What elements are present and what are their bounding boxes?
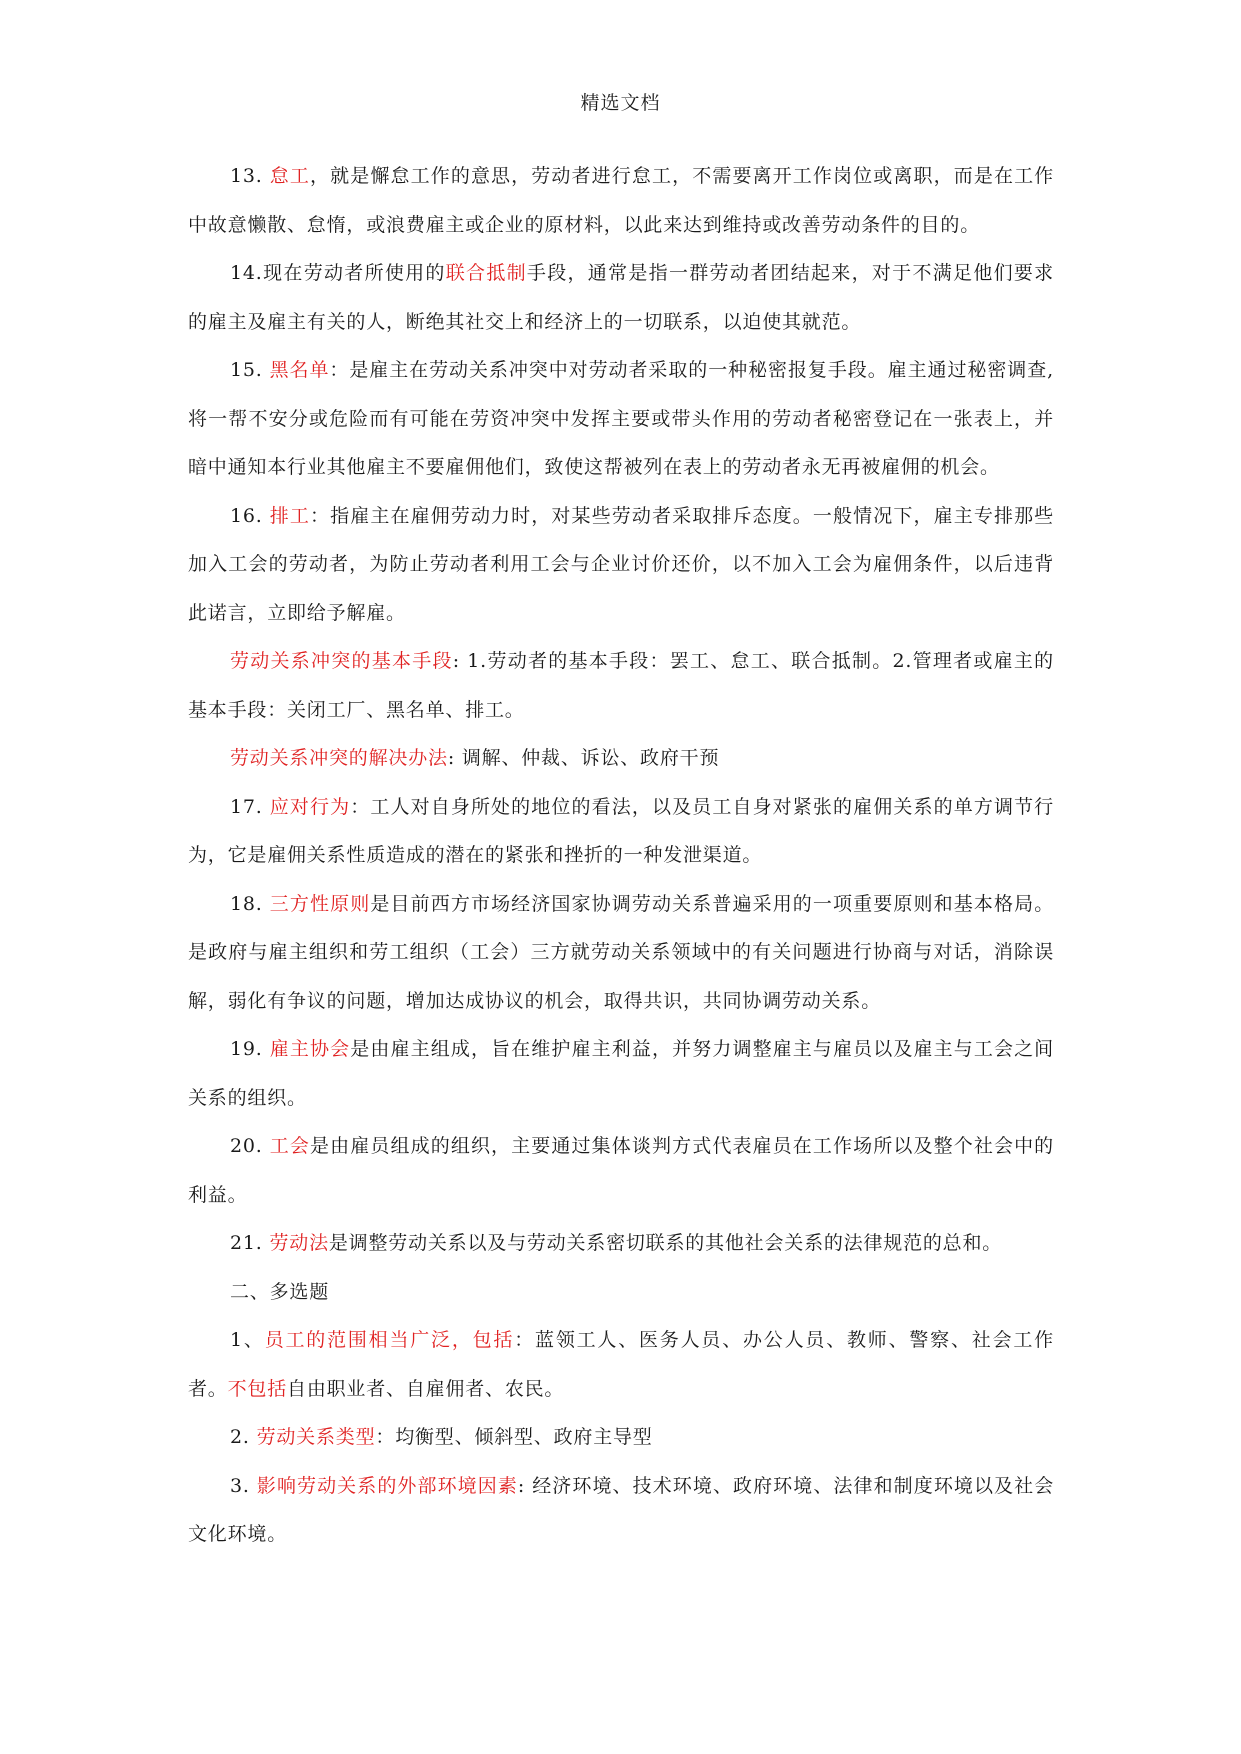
paragraph-prefix: 21.: [230, 1232, 270, 1254]
paragraph-13: [188, 152, 1054, 249]
paragraph-14: [188, 249, 1054, 346]
paragraph-18: [188, 880, 1054, 1026]
section-heading-multiple-choice: [188, 1268, 1054, 1317]
paragraph-text: ：蓝领工人、医务人员、办公人员、教师、警察、社会工作者。: [188, 1329, 1054, 1400]
paragraph-mc-2: [188, 1413, 1054, 1462]
term-highlight: 工会: [269, 1135, 311, 1157]
paragraph-15: [188, 346, 1054, 492]
paragraph-prefix: 20.: [230, 1135, 270, 1157]
term-highlight: 怠工: [269, 165, 311, 187]
term-highlight: 劳动关系冲突的解决办法: [230, 747, 448, 769]
term-highlight: 影响劳动关系的外部环境因素: [256, 1474, 518, 1497]
term-highlight: 排工: [269, 504, 311, 527]
paragraph-text: ：均衡型、倾斜型、政府主导型: [375, 1426, 653, 1448]
term-highlight: 劳动法: [269, 1232, 329, 1254]
term-highlight: 黑名单: [269, 359, 330, 381]
term-highlight: 劳动关系冲突的基本手段: [230, 650, 453, 672]
paragraph-prefix: 2.: [230, 1426, 257, 1448]
paragraph-text: ：指雇主在雇佣劳动力时，对某些劳动者采取排斥态度。一般情况下，雇主专排那些加入工会的劳动者，为防止劳动者利用工会与企业讨价还价，以不加入工会为雇佣条件，以后违背此诺言，立即给予解雇。: [188, 504, 1054, 624]
paragraph-prefix: 17.: [230, 795, 270, 818]
term-highlight-exclusion: 不包括: [227, 1377, 288, 1400]
term-highlight: 联合抵制: [445, 262, 527, 284]
document-body: [188, 152, 1054, 1559]
paragraph-prefix: 15.: [230, 359, 270, 381]
section-heading-text: 二、多选题: [230, 1280, 330, 1303]
paragraph-prefix: 19.: [230, 1038, 270, 1060]
term-highlight: 应对行为: [269, 795, 351, 818]
paragraph-text: ：是雇主在劳动关系冲突中对劳动者采取的一种秘密报复手段。雇主通过秘密调查,将一帮不安分或危险而有可能在劳资冲突中发挥主要或带头作用的劳动者秘密登记在一张表上，并暗中通知本行业其他雇主不要雇佣他们，致使这帮被列在表上的劳动者永无再被雇佣的机会。: [188, 359, 1054, 478]
paragraph-prefix: 1、: [230, 1329, 265, 1351]
paragraph-conflict-means: [188, 637, 1054, 734]
paragraph-20: [188, 1122, 1054, 1219]
paragraph-text: ：工人对自身所处的地位的看法，以及员工自身对紧张的雇佣关系的单方调节行为，它是雇佣关系性质造成的潜在的紧张和挫折的一种发泄渠道。: [188, 795, 1054, 866]
paragraph-21: [188, 1219, 1054, 1268]
term-highlight: 劳动关系类型: [256, 1426, 376, 1448]
paragraph-text: : 1.劳动者的基本手段：罢工、怠工、联合抵制。2.管理者或雇主的基本手段：关闭工厂、黑名单、排工。: [188, 650, 1054, 721]
paragraph-text: 是由雇主组成，旨在维护雇主利益，并努力调整雇主与雇员以及雇主与工会之间关系的组织。: [188, 1038, 1054, 1109]
paragraph-text: 是调整劳动关系以及与劳动关系密切联系的其他社会关系的法律规范的总和。: [328, 1232, 1003, 1254]
paragraph-text: ，就是懈怠工作的意思，劳动者进行怠工，不需要离开工作岗位或离职，而是在工作中故意懒散、怠惰，或浪费雇主或企业的原材料，以此来达到维持或改善劳动条件的目的。: [188, 165, 1054, 236]
paragraph-prefix: 3.: [230, 1474, 257, 1497]
paragraph-text: 是由雇员组成的组织，主要通过集体谈判方式代表雇员在工作场所以及整个社会中的利益。: [188, 1135, 1054, 1206]
paragraph-prefix: 18.: [230, 892, 270, 915]
paragraph-19: [188, 1025, 1054, 1122]
paragraph-text: 手段，通常是指一群劳动者团结起来，对于不满足他们要求的雇主及雇主有关的人，断绝其社交上和经济上的一切联系，以迫使其就范。: [188, 262, 1054, 333]
paragraph-prefix: 13.: [230, 165, 270, 187]
paragraph-17: [188, 783, 1054, 880]
paragraph-conflict-resolution: [188, 734, 1054, 783]
term-highlight: 雇主协会: [269, 1038, 351, 1060]
page-header-title: 精选文档: [580, 92, 661, 114]
paragraph-16: [188, 492, 1054, 638]
paragraph-prefix: 14.现在劳动者所使用的: [230, 262, 446, 284]
paragraph-mc-3: [188, 1462, 1054, 1559]
term-highlight: 三方性原则: [269, 892, 371, 915]
term-highlight: 员工的范围相当广泛，包括: [264, 1329, 515, 1351]
paragraph-text: 自由职业者、自雇佣者、农民。: [287, 1377, 565, 1400]
paragraph-prefix: 16.: [230, 504, 270, 527]
paragraph-mc-1: [188, 1316, 1054, 1413]
paragraph-text: : 经济环境、技术环境、政府环境、法律和制度环境以及社会文化环境。: [188, 1474, 1055, 1545]
paragraph-text: 是目前西方市场经济国家协调劳动关系普遍采用的一项重要原则和基本格局。是政府与雇主组织和劳工组织（工会）三方就劳动关系领域中的有关问题进行协商与对话，消除误解，弱化有争议的问题，增加达成协议的机会，取得共识，共同协调劳动关系。: [188, 892, 1054, 1012]
paragraph-text: : 调解、仲裁、诉讼、政府干预: [447, 747, 720, 769]
